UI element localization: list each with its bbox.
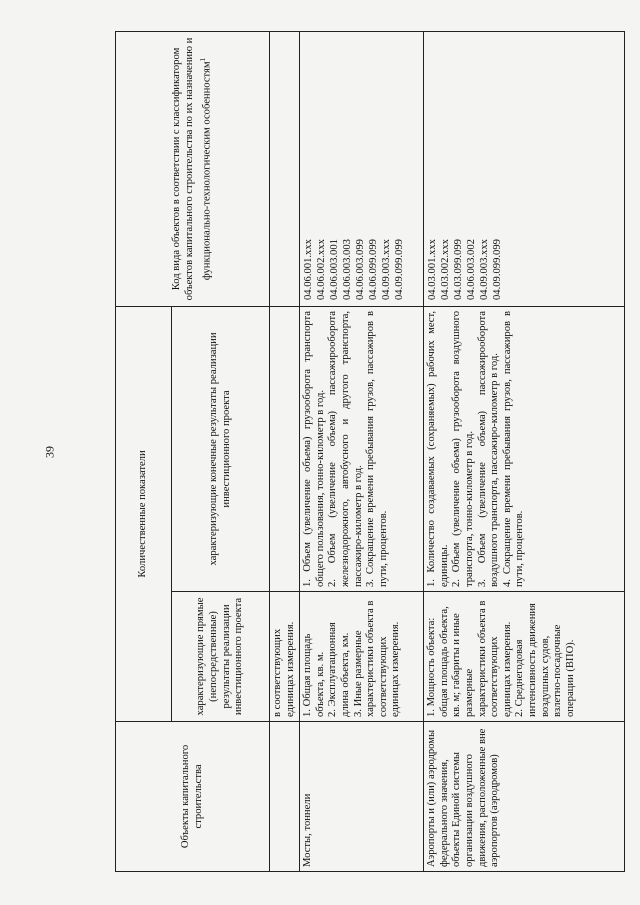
table-row-airports (424, 32, 625, 872)
cell-continuation-direct: в соответствующих единицах измерения. (270, 592, 300, 722)
code-item: 04.06.003.001 (329, 239, 341, 300)
code-item: 04.06.099.099 (368, 239, 380, 300)
cell-codes (424, 32, 625, 307)
header-code-text: Код вида объектов в соответствии с классификатором объектов капитального строительства по их назначению и функционально-технологическим особенностям (171, 37, 213, 301)
footnote-marker: 1 (198, 57, 207, 62)
header-final-results: характеризующие конечные результаты реализации инвестиционного проекта (172, 307, 270, 592)
cell-object: Мосты, тоннели (300, 722, 424, 872)
code-item: 04.06.003.003 (342, 239, 354, 300)
code-item: 04.03.099.099 (453, 239, 465, 300)
page-number: 39 (42, 446, 57, 458)
cell-direct: 1. Общая площадь объекта, кв. м. 2. Эксплуатационная длина объекта, км. 3. Иные размерные характеристики объекта в соответствующих единицах измерения. (300, 592, 424, 722)
code-item: 04.06.001.xxx (303, 239, 315, 300)
code-item: 04.03.001.xxx (427, 239, 439, 300)
header-objects: Объекты капитального строительства (116, 722, 270, 872)
cell-final: 1. Объем (увеличение объема) грузооборота транспорта общего пользования, тонно-километр в год. 2. Объем (увеличение объема) пассажирооборота железнодорожного, автобусного и другого транспорта, пассажиро-километр в год. 3. Сокращение времени пребывания грузов, пассажиров в пути, процентов. (300, 307, 424, 592)
code-item: 04.06.002.xxx (316, 239, 328, 300)
code-item: 04.09.003.xxx (479, 239, 491, 300)
code-item: 04.06.003.099 (355, 239, 367, 300)
code-item: 04.03.002.xxx (440, 239, 452, 300)
code-item: 04.09.099.099 (394, 239, 406, 300)
cell-direct: 1. Мощность объекта: общая площадь объекта, кв. м; габариты и иные размерные характеристики объекта в соответствующих единицах измерения. 2. Среднегодовая интенсивность движения воздушных судов, взлетно-посадочные операции (ВПО). (424, 592, 625, 722)
rotated-table-container (115, 32, 625, 872)
cell-object: Аэропорты и (или) аэродромы федерального значения, объекты Единой системы организации воздушного движения, расположенные вне аэропортов (аэродромов) (424, 722, 625, 872)
table-row-bridges (300, 32, 424, 872)
cell-empty (270, 307, 300, 592)
code-item: 04.09.003.xxx (381, 239, 393, 300)
code-item: 04.06.003.002 (466, 239, 478, 300)
header-direct-results: характеризующие прямые (непосредственные) результаты реализации инвестиционного проекта (172, 592, 270, 722)
cell-empty (270, 722, 300, 872)
code-item: 04.09.099.099 (492, 239, 504, 300)
header-quantitative: Количественные показатели (116, 307, 172, 722)
cell-empty (270, 32, 300, 307)
table-row-continuation (270, 32, 300, 872)
header-code (116, 32, 270, 307)
indicators-table (115, 31, 625, 872)
cell-codes (300, 32, 424, 307)
cell-final: 1. Количество создаваемых (сохраняемых) рабочих мест, единицы. 2. Объем (увеличение объема) грузооборота воздушного транспорта, тонно-километр в год. 3. Объем (увеличение объема) пассажирооборота воздушного транспорта, пассажиро-километр в год. 4. Сокращение времени пребывания грузов, пассажиров в пути, процентов. (424, 307, 625, 592)
